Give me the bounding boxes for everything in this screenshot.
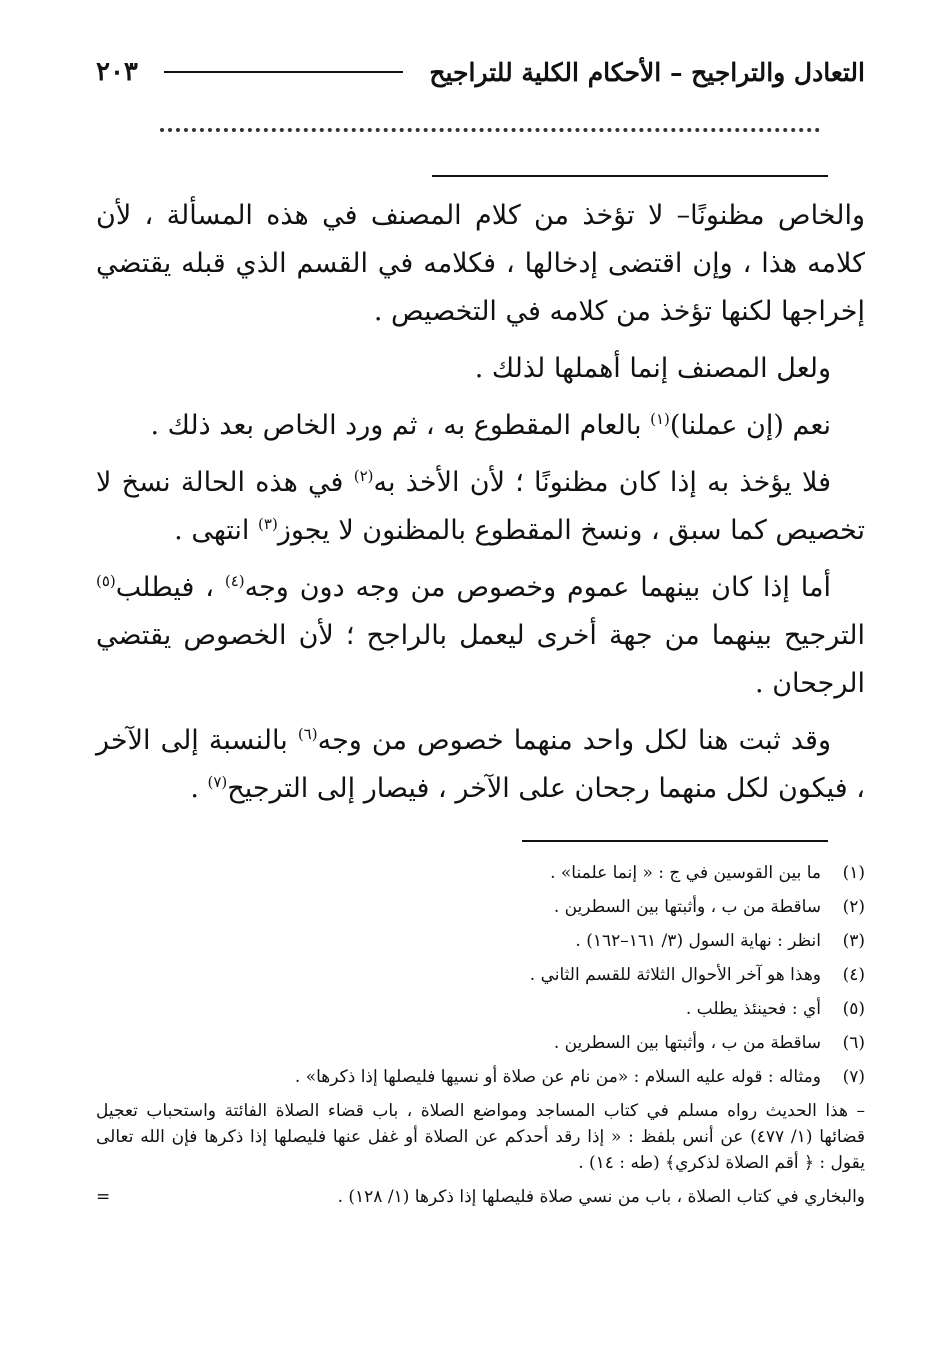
paragraph: [96, 459, 865, 555]
paragraph-text: والخاص مظنونًا– لا تؤخذ من كلام المصنف في هذه المسألة ، لأن كلامه هذا ، وإن اقتضى إدخالها ، فكلامه في القسم الذي قبله يقتضي إخراجها لكنها تؤخذ من كلامه في التخصيص .: [96, 200, 865, 327]
paragraph-text: ولعل المصنف إنما أهملها لذلك .: [474, 353, 831, 384]
footnote-rule: [522, 840, 828, 842]
footnote-marker: (٣): [258, 515, 278, 533]
footnote-text: وهذا هو آخر الأحوال الثلاثة للقسم الثاني .: [529, 965, 821, 985]
footnote-marker: (٤): [224, 572, 245, 590]
footnote-marker: (١): [650, 410, 670, 428]
footnote: [96, 958, 865, 992]
running-title: التعادل والتراجيح – الأحكام الكلية للتراجيح: [429, 57, 865, 87]
page-header: [96, 50, 865, 94]
paragraph-text: وقد ثبت هنا لكل واحد منهما خصوص من وجه: [317, 725, 831, 756]
footnote-number: (٢): [842, 897, 865, 917]
page-number: ٢٠٣: [96, 57, 138, 87]
paragraph: [96, 717, 865, 813]
footnote-number: (٦): [842, 1033, 865, 1053]
footnote-text: ساقطة من ب ، وأثبتها بين السطرين .: [553, 1033, 821, 1053]
top-rule: [432, 175, 828, 177]
footnote: [96, 1026, 865, 1060]
paragraph-text: نعم (إن عملنا): [669, 410, 831, 441]
footnote-marker: (٧): [207, 773, 228, 791]
footnote-last-line: [96, 1180, 865, 1214]
footnote-last-text: والبخاري في كتاب الصلاة ، باب من نسي صلاة فليصلها إذا ذكرها (١/ ١٢٨) .: [337, 1187, 865, 1207]
paragraph-text: انتهى .: [174, 515, 259, 546]
paragraph: [96, 402, 865, 450]
footnote-continuation: – هذا الحديث رواه مسلم في كتاب المساجد ومواضع الصلاة ، باب قضاء الصلاة الفائتة واستحباب تعجيل قضائها (١/ ٤٧٧) عن أنس بلفظ : « إذا رقد أحدكم عن الصلاة أو غفل عنها فليصلها إذا ذكرها فإن الله تعالى يقول : ﴿ أقم الصلاة لذكري﴾ (طه : ١٤) .: [96, 1101, 865, 1173]
footnote-text: ساقطة من ب ، وأثبتها بين السطرين .: [553, 897, 821, 917]
footnote-marker: (٥): [96, 572, 116, 590]
footnote-number: (٣): [842, 931, 865, 951]
footnote-text: انظر : نهاية السول (٣/ ١٦١–١٦٢) .: [575, 931, 821, 951]
paragraph-text: .: [190, 773, 208, 804]
main-text: [96, 192, 865, 822]
paragraph-text: فلا يؤخذ به إذا كان مظنونًا ؛ لأن الأخذ به: [373, 467, 831, 498]
paragraph: [96, 345, 865, 393]
paragraph-text: بالنسبة إلى الآخر ، فيكون لكل منهما رجحان على الآخر ، فيصار إلى الترجيح: [96, 725, 865, 804]
header-rule: [164, 71, 403, 73]
footnote-number: (٧): [842, 1067, 865, 1087]
footnote: [96, 924, 865, 958]
paragraph-text: في هذه الحالة نسخ لا تخصيص كما سبق ، ونسخ المقطوع بالمظنون لا يجوز: [96, 467, 865, 546]
footnote-text: ومثاله : قوله عليه السلام : «من نام عن صلاة أو نسيها فليصلها إذا ذكرها» .: [294, 1067, 821, 1087]
paragraph-text: بالعام المقطوع به ، ثم ورد الخاص بعد ذلك .: [150, 410, 651, 441]
footnote-marker: (٦): [297, 725, 318, 743]
footnote: [96, 890, 865, 924]
footnote-text: ما بين القوسين في ج : « إنما علمنا» .: [550, 863, 821, 883]
continuation-mark: =: [96, 1187, 111, 1207]
footnote-number: (٤): [842, 965, 865, 985]
paragraph-text: ، فيطلب: [115, 572, 225, 603]
footnote: [96, 1060, 865, 1094]
paragraph: [96, 564, 865, 708]
footnote-number: (١): [842, 863, 865, 883]
footnotes: [96, 856, 865, 1214]
dotted-separator: [160, 128, 820, 132]
footnote: [96, 856, 865, 890]
paragraph-text: أما إذا كان بينهما عموم وخصوص من وجه دون وجه: [244, 572, 831, 603]
paragraph: [96, 192, 865, 336]
footnote-marker: (٢): [353, 467, 374, 485]
footnote: [96, 992, 865, 1026]
paragraph-text: الترجيح بينهما من جهة أخرى ليعمل بالراجح ؛ لأن الخصوص يقتضي الرجحان .: [96, 620, 865, 699]
footnote-text: أي : فحينئذ يطلب .: [685, 999, 821, 1019]
footnote-number: (٥): [842, 999, 865, 1019]
